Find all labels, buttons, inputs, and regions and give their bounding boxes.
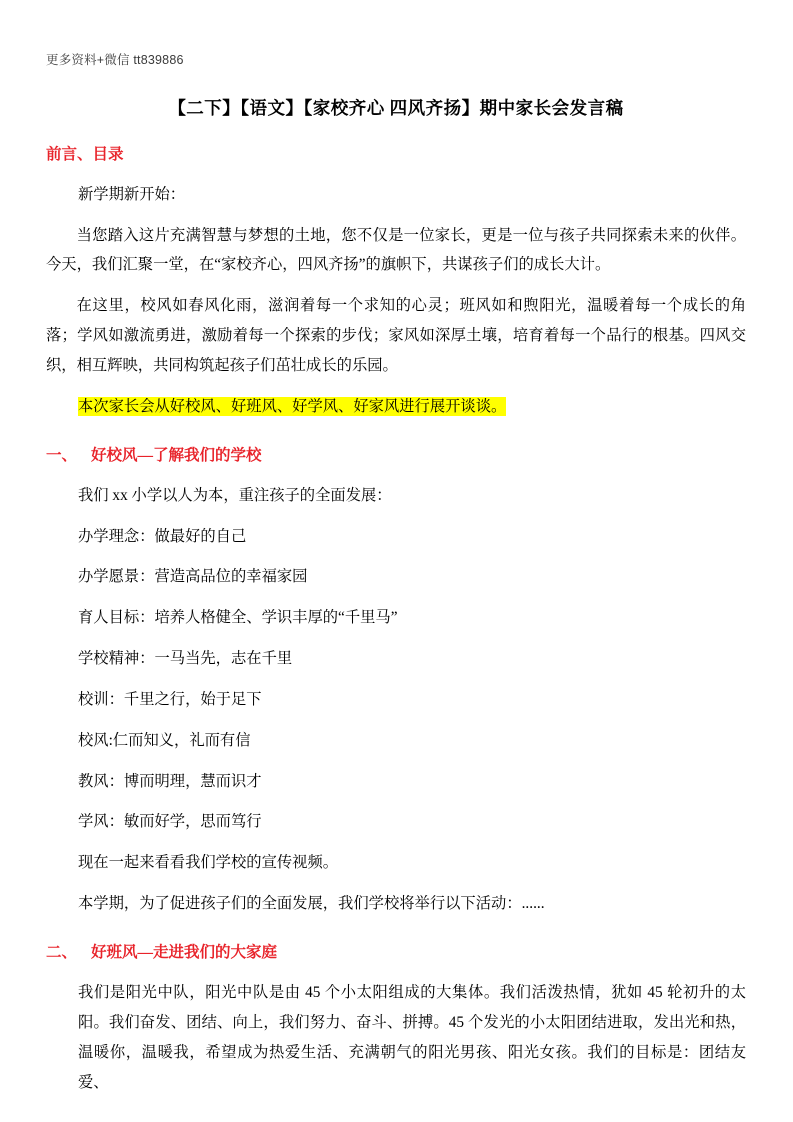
paragraph: 当您踏入这片充满智慧与梦想的土地，您不仅是一位家长，更是一位与孩子共同探索未来的伙伴。今天，我们汇聚一堂，在“家校齐心，四风齐扬”的旗帜下，共谋孩子们的成长大计。 <box>46 226 746 274</box>
paragraph: 办学愿景：营造高品位的幸福家园 <box>78 568 308 586</box>
paragraph: 学风：敏而好学，思而笃行 <box>78 813 262 831</box>
watermark-text: 更多资料+微信 tt839886 <box>46 53 184 67</box>
paragraph: 本学期，为了促进孩子们的全面发展，我们学校将举行以下活动：...... <box>78 895 545 913</box>
paragraph: 育人目标：培养人格健全、学识丰厚的“千里马” <box>78 609 398 627</box>
paragraph: 我们 xx 小学以人为本，重注孩子的全面发展： <box>78 486 392 504</box>
page-title: 【二下】【语文】【家校齐心 四风齐扬】期中家长会发言稿 <box>168 98 624 118</box>
paragraph: 教风：博而明理，慧而识才 <box>78 772 262 790</box>
section-heading-school-style <box>46 444 746 467</box>
paragraph: 在这里，校风如春风化雨，滋润着每一个求知的心灵；班风如和煦阳光，温暖着每一个成长的角落；学风如激流勇进，激励着每一个探索的步伐；家风如深厚土壤，培育着每一个品行的根基。四风交织，相互辉映，共同构筑起孩子们茁壮成长的乐园。 <box>46 297 746 374</box>
paragraph: 校训：千里之行，始于足下 <box>78 690 262 708</box>
paragraph: 校风:仁而知义，礼而有信 <box>78 731 251 749</box>
section-number: 一、 <box>46 446 78 464</box>
highlighted-note <box>46 392 746 422</box>
paragraph: 新学期新开始： <box>78 185 186 203</box>
document-content <box>46 96 746 1108</box>
section-title: 好校风—了解我们的学校 <box>91 446 262 464</box>
section-heading-preface: 前言、目录 <box>46 145 124 163</box>
highlighted-text: 本次家长会从好校风、好班风、好学风、好家风进行展开谈谈。 <box>78 397 507 415</box>
section-number: 二、 <box>46 943 78 961</box>
section-title: 好班风—走进我们的大家庭 <box>91 943 278 961</box>
paragraph: 我们是阳光中队，阳光中队是由 45 个小太阳组成的大集体。我们活泼热情，犹如 45 轮初升的太阳。我们奋发、团结、向上，我们努力、奋斗、拼搏。45 个发光的小太阳团结进取，发出光和热，温暖你，温暖我，希望成为热爱生活、充满朝气的阳光男孩、阳光女孩。我们的目标是：团结友爱、 <box>78 984 746 1091</box>
paragraph: 学校精神：一马当先，志在千里 <box>78 650 293 668</box>
paragraph: 办学理念：做最好的自己 <box>78 527 247 545</box>
paragraph: 现在一起来看看我们学校的宣传视频。 <box>78 854 339 872</box>
section-heading-class-style <box>46 941 746 964</box>
